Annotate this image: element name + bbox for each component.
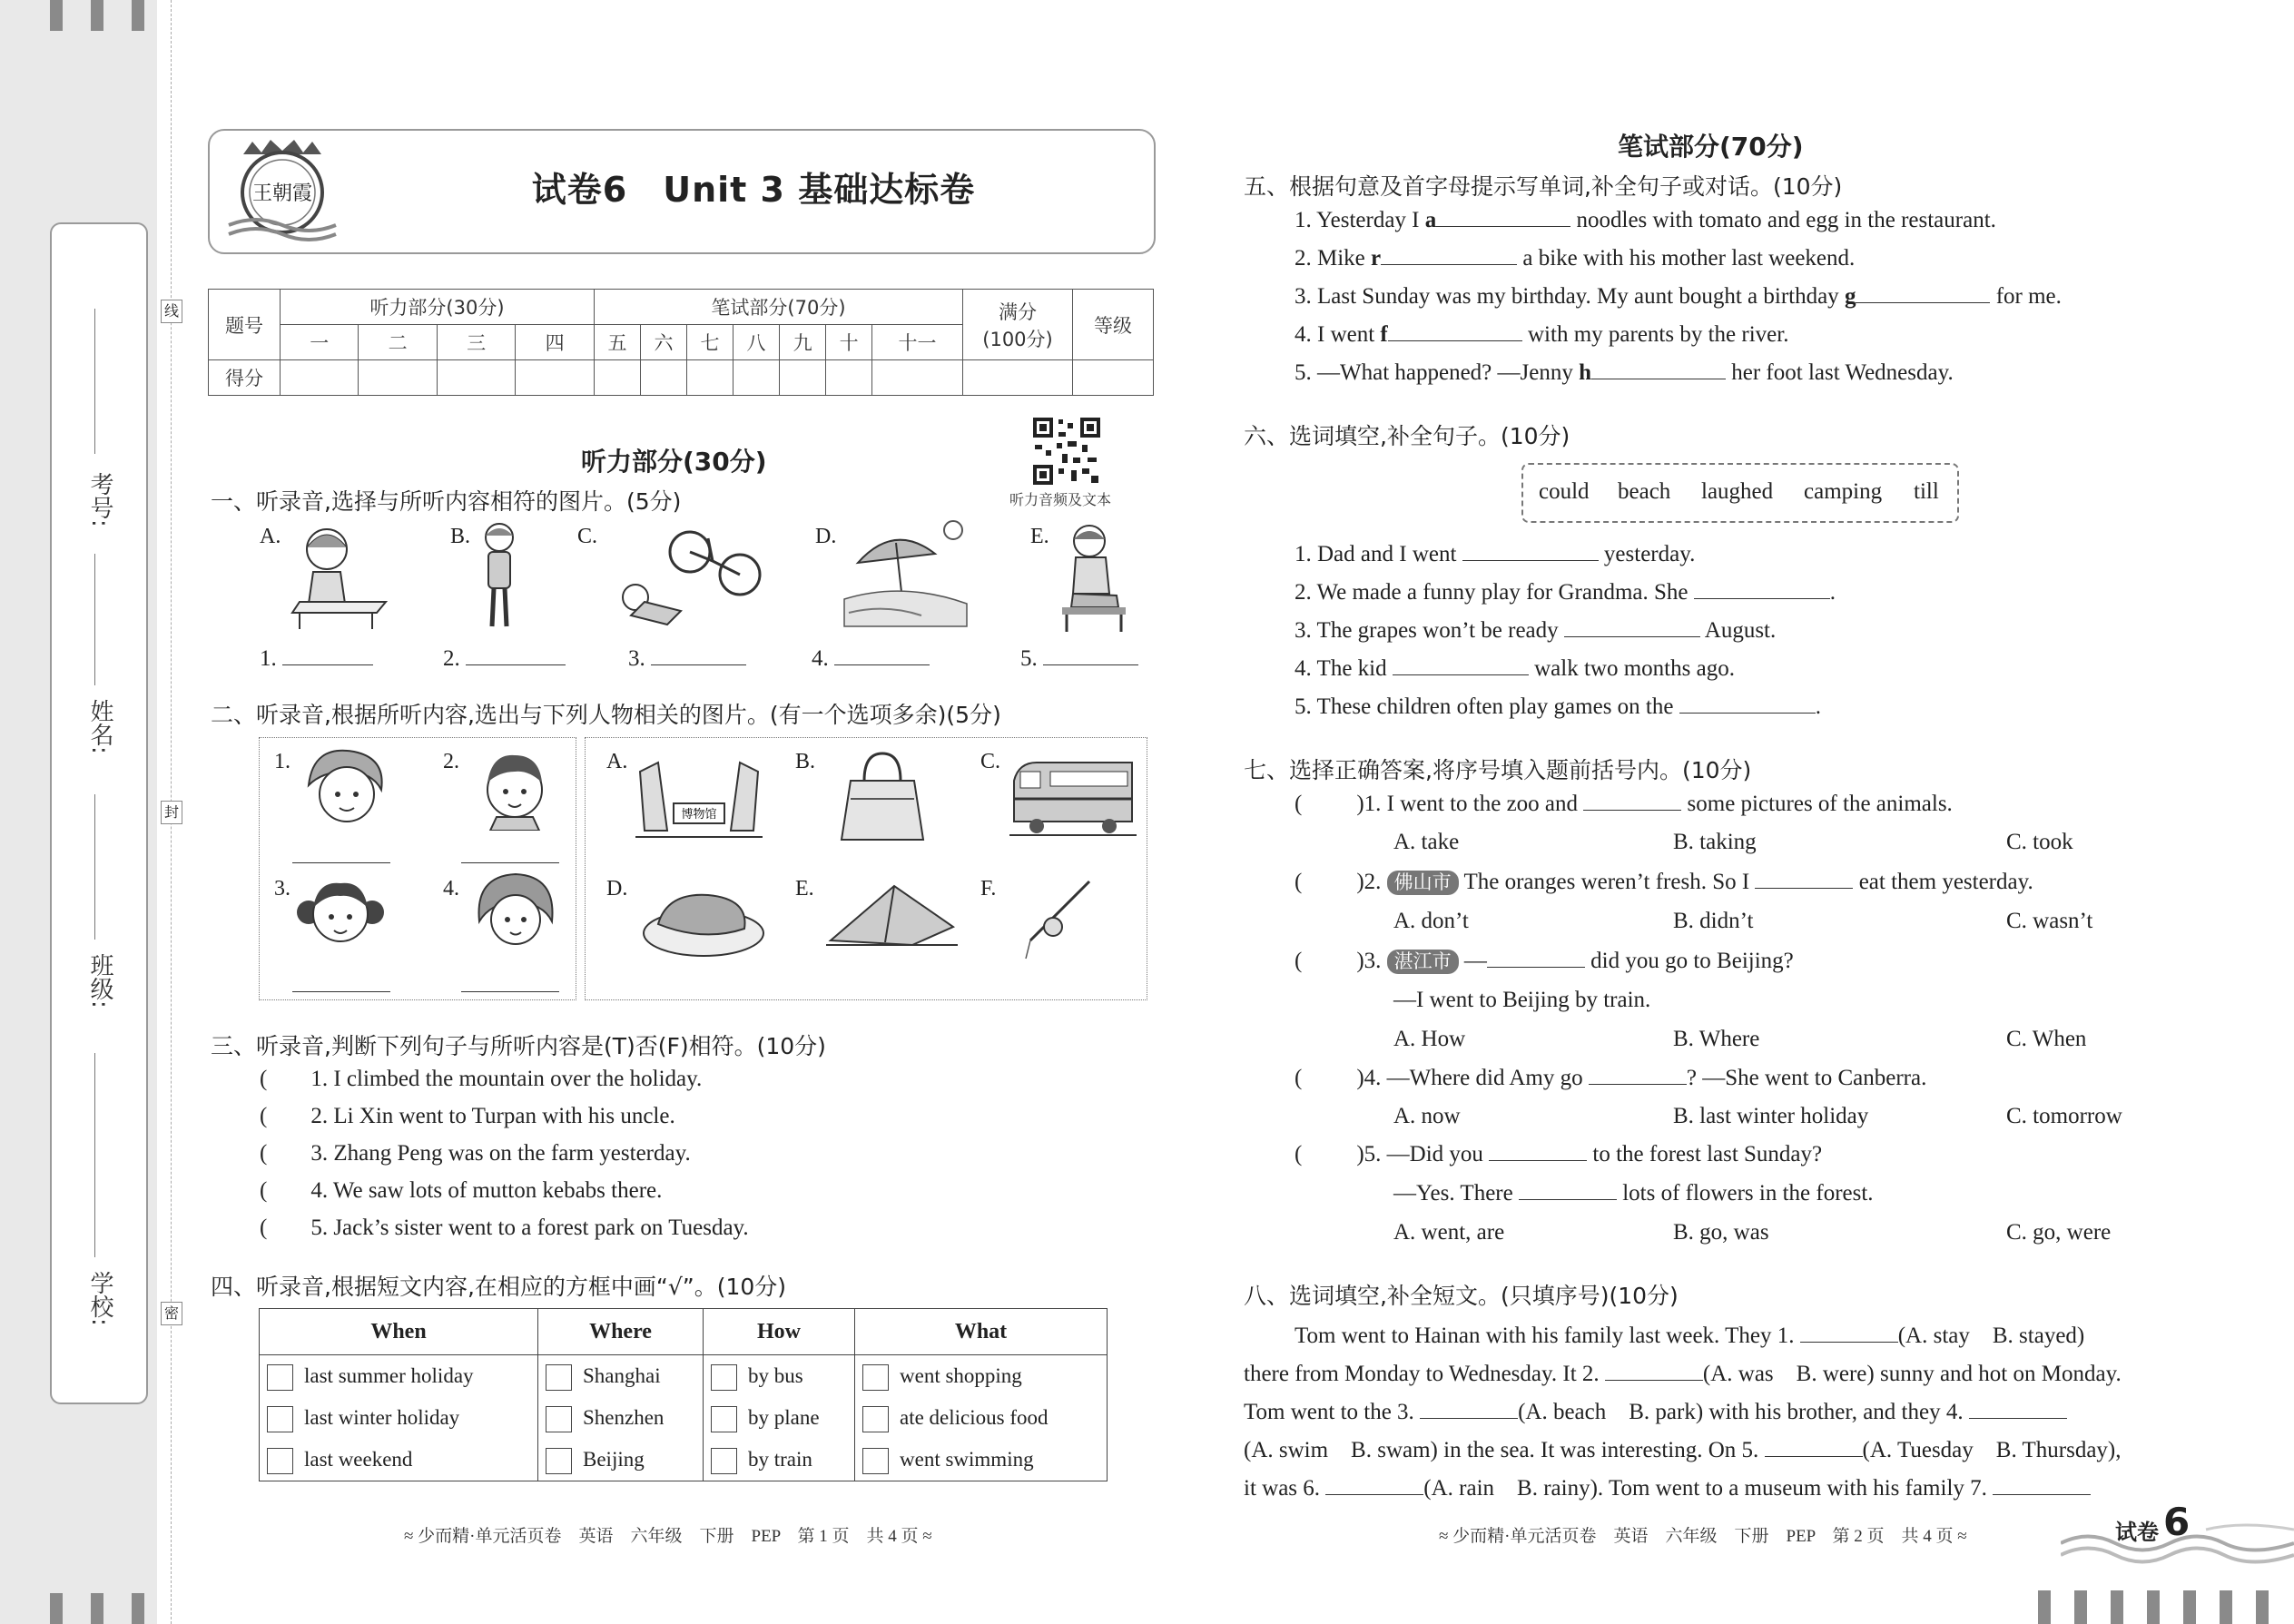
q3-title: 三、听录音,判断下列句子与所听内容是(T)否(F)相符。(10分) <box>211 1033 826 1059</box>
q2-option-label: D. <box>606 877 628 901</box>
binding-mark <box>50 0 63 31</box>
q1-answer: 3. <box>628 646 746 672</box>
q1-answer: 2. <box>443 646 566 672</box>
answer-blank[interactable] <box>1800 1324 1898 1343</box>
listening-section-title: 听力部分(30分) <box>581 447 767 477</box>
answer-blank[interactable] <box>1583 792 1681 811</box>
q8-line: it was 6. (A. rain B. rainy). Tom went to a museum with his family 7. <box>1244 1470 2091 1502</box>
q7-reply: —I went to Beijing by train. <box>1393 988 1651 1012</box>
q7-item: ( )2. 佛山市 The oranges weren’t fresh. So I eat them yesterday. <box>1295 870 2033 894</box>
col-what: What <box>855 1309 1108 1355</box>
score-cell[interactable] <box>872 360 963 396</box>
q7-option[interactable]: A. went, are <box>1393 1220 1505 1245</box>
score-cell[interactable] <box>733 360 780 396</box>
listening-head: 听力部分(30分) <box>281 290 595 325</box>
q1-option-label: E. <box>1030 525 1049 548</box>
q6-item: 4. The kid walk two months ago. <box>1295 656 1735 681</box>
q7-option[interactable]: A. take <box>1393 830 1460 854</box>
answer-blank[interactable] <box>1765 1438 1863 1457</box>
tent-image <box>822 877 962 950</box>
col-how: How <box>704 1309 855 1355</box>
girl-at-desk-image <box>281 522 395 631</box>
score-row-label: 得分 <box>209 360 281 396</box>
word-bank-word: could <box>1539 479 1590 504</box>
publisher-logo <box>225 136 340 243</box>
binding-mark <box>2111 1590 2123 1624</box>
checkbox[interactable] <box>546 1448 572 1474</box>
q5-item: 2. Mike r a bike with his mother last weekend. <box>1295 246 1856 271</box>
exam-title: 试卷6 Unit 3 基础达标卷 <box>531 170 976 210</box>
answer-blank[interactable] <box>292 844 390 863</box>
answer-blank[interactable] <box>1043 646 1138 665</box>
school-line[interactable] <box>94 1053 95 1257</box>
grade-head: 等级 <box>1073 290 1154 360</box>
answer-blank[interactable] <box>1564 618 1700 637</box>
q1-title: 一、听录音,选择与所听内容相符的图片。(5分) <box>211 488 682 515</box>
q7-option[interactable]: B. go, was <box>1673 1220 1769 1245</box>
q3-item: ( 1. I climbed the mountain over the holiday. <box>260 1067 703 1091</box>
q2-title: 二、听录音,根据所听内容,选出与下列人物相关的图片。(有一个选项多余)(5分) <box>211 702 1001 728</box>
binding-mark <box>2038 1590 2051 1624</box>
school-label: 学校: <box>86 1271 113 1326</box>
q7-option[interactable]: B. Where <box>1673 1027 1760 1051</box>
q3-item: ( 5. Jack’s sister went to a forest park on Tuesday. <box>260 1216 749 1240</box>
checkbox[interactable] <box>862 1406 889 1432</box>
train-image <box>1009 753 1137 840</box>
checkbox[interactable] <box>546 1406 572 1432</box>
binding-mark <box>91 0 103 31</box>
student-info-panel <box>50 222 148 1404</box>
q6-title: 六、选词填空,补全句子。(10分) <box>1244 423 1570 449</box>
answer-blank[interactable] <box>1856 284 1990 303</box>
answer-blank[interactable] <box>1969 1400 2067 1419</box>
checkbox[interactable] <box>711 1406 737 1432</box>
page-footer-left: ≈ 少而精·单元活页卷 英语 六年级 下册 PEP 第 1 页 共 4 页 ≈ <box>404 1527 932 1546</box>
question-number: 四 <box>516 325 595 360</box>
q3-item: ( 4. We saw lots of mutton kebabs there. <box>260 1178 663 1203</box>
museum-sign-text: 博物馆 <box>681 808 717 822</box>
q7-option[interactable]: C. tomorrow <box>2006 1104 2122 1128</box>
binding-mark <box>2220 1590 2232 1624</box>
question-number: 十一 <box>872 325 963 360</box>
q7-option[interactable]: B. taking <box>1673 830 1757 854</box>
question-number: 二 <box>359 325 437 360</box>
checkbox[interactable] <box>862 1364 889 1391</box>
q2-option-label: F. <box>980 877 997 901</box>
q7-reply: —Yes. There lots of flowers in the forest. <box>1393 1181 1874 1206</box>
boy-fell-off-bike-image <box>604 525 763 629</box>
q8-line: Tom went to Hainan with his family last week. They 1. (A. stay B. stayed) <box>1295 1324 2085 1348</box>
col-when: When <box>260 1309 538 1355</box>
answer-blank[interactable] <box>466 646 566 665</box>
answer-blank[interactable] <box>1420 1400 1518 1419</box>
question-number: 七 <box>686 325 733 360</box>
answer-blank[interactable] <box>1325 1476 1423 1495</box>
girl-face-image <box>300 744 390 831</box>
q4-table <box>259 1308 1108 1481</box>
q7-option[interactable]: B. didn’t <box>1673 909 1754 933</box>
score-cell[interactable] <box>359 360 437 396</box>
q8-line: (A. swim B. swam) in the sea. It was interesting. On 5. (A. Tuesday B. Thursday), <box>1244 1438 2122 1462</box>
col-where: Where <box>538 1309 704 1355</box>
q2-option-label: C. <box>980 750 1001 773</box>
q6-item: 2. We made a funny play for Grandma. She . <box>1295 580 1836 605</box>
score-cell[interactable] <box>594 360 640 396</box>
answer-blank[interactable] <box>1381 246 1517 265</box>
word-bank-word: beach <box>1618 479 1671 504</box>
name-line[interactable] <box>94 554 95 685</box>
answer-blank[interactable] <box>834 646 930 665</box>
q2-option-label: B. <box>795 750 816 773</box>
answer-blank[interactable] <box>1605 1362 1703 1381</box>
question-number: 三 <box>437 325 515 360</box>
girl-curly-face-image <box>470 867 561 958</box>
q7-option[interactable]: A. now <box>1393 1104 1461 1128</box>
q5-item: 3. Last Sunday was my birthday. My aunt bought a birthday g for me. <box>1295 284 2062 309</box>
q5-item: 4. I went f with my parents by the river. <box>1295 322 1789 347</box>
checkbox[interactable] <box>711 1448 737 1474</box>
q7-option[interactable]: B. last winter holiday <box>1673 1104 1869 1128</box>
q1-answer: 4. <box>812 646 930 672</box>
page-badge-label: 试卷 <box>2115 1520 2159 1545</box>
answer-blank[interactable] <box>651 646 746 665</box>
score-cell[interactable] <box>640 360 686 396</box>
name-label: 姓名: <box>86 699 113 754</box>
score-table <box>208 289 1154 396</box>
checkbox[interactable] <box>267 1406 293 1432</box>
boy-face-image <box>474 744 556 831</box>
question-number: 九 <box>780 325 826 360</box>
q2-option-label: E. <box>795 877 814 901</box>
q2-person-label: 2. <box>443 750 459 773</box>
q8-line: there from Monday to Wednesday. It 2. (A. was B. were) sunny and hot on Monday. <box>1244 1362 2122 1386</box>
q7-item: ( )5. —Did you to the forest last Sunday? <box>1295 1142 1823 1166</box>
checkbox[interactable] <box>267 1364 293 1391</box>
question-number: 五 <box>594 325 640 360</box>
score-cell[interactable] <box>686 360 733 396</box>
binding-mark <box>132 1593 144 1624</box>
answer-blank[interactable] <box>1694 580 1830 599</box>
checkbox[interactable] <box>862 1448 889 1474</box>
exam-number-line[interactable] <box>94 309 95 454</box>
question-number: 八 <box>733 325 780 360</box>
exam-number-label: 考号: <box>86 472 113 527</box>
answer-blank[interactable] <box>1679 694 1816 714</box>
q8-line: Tom went to the 3. (A. beach B. park) with his brother, and they 4. <box>1244 1393 2067 1426</box>
question-number: 十 <box>826 325 872 360</box>
score-cell[interactable] <box>281 360 359 396</box>
word-bank-word: till <box>1914 479 1939 504</box>
what-cell: went shopping ate delicious food went swimming <box>855 1355 1108 1481</box>
binding-mark <box>2256 1590 2269 1624</box>
answer-blank[interactable] <box>1755 870 1853 889</box>
answer-blank[interactable] <box>1993 1476 2091 1495</box>
binding-mark <box>2183 1590 2196 1624</box>
q7-item: ( )1. I went to the zoo and some pictures of the animals. <box>1295 792 1953 816</box>
q3-item: ( 3. Zhang Peng was on the farm yesterday. <box>260 1141 691 1166</box>
answer-blank[interactable] <box>461 844 559 863</box>
q7-item: ( )3. 湛江市 — did you go to Beijing? <box>1295 949 1794 973</box>
question-number: 六 <box>640 325 686 360</box>
q1-answer: 5. <box>1020 646 1138 672</box>
where-cell: Shanghai Shenzhen Beijing <box>538 1355 704 1481</box>
q7-option[interactable]: C. When <box>2006 1027 2087 1051</box>
class-label: 班级: <box>86 953 113 1009</box>
written-head: 笔试部分(70分) <box>594 290 962 325</box>
q5-item: 1. Yesterday I a noodles with tomato and egg in the restaurant. <box>1295 208 1996 232</box>
q6-item: 3. The grapes won’t be ready August. <box>1295 618 1777 643</box>
score-cell[interactable] <box>780 360 826 396</box>
checkbox[interactable] <box>267 1448 293 1474</box>
score-cell[interactable] <box>1073 360 1154 396</box>
q6-item: 5. These children often play games on the . <box>1295 694 1821 719</box>
girl-pigtails-face-image <box>295 867 386 958</box>
q7-option[interactable]: A. How <box>1393 1027 1466 1051</box>
answer-blank[interactable] <box>282 646 373 665</box>
q2-person-label: 1. <box>274 750 290 773</box>
q3-item: ( 2. Li Xin went to Turpan with his uncle. <box>260 1104 675 1128</box>
seal-mark: 密 <box>161 1302 182 1325</box>
when-cell: last summer holiday last winter holiday last weekend <box>260 1355 538 1481</box>
answer-blank[interactable] <box>1489 1142 1587 1161</box>
answer-blank[interactable] <box>1589 1066 1687 1085</box>
score-cell[interactable] <box>516 360 595 396</box>
seal-mark: 线 <box>161 300 182 323</box>
page-footer-right: ≈ 少而精·单元活页卷 英语 六年级 下册 PEP 第 2 页 共 4 页 ≈ <box>1439 1527 1967 1546</box>
boy-hurt-foot-image <box>1053 521 1135 635</box>
roast-duck-image <box>640 879 767 960</box>
q2-person-label: 4. <box>443 877 459 901</box>
binding-mark <box>2147 1590 2160 1624</box>
binding-mark <box>132 0 144 31</box>
how-cell: by bus by plane by train <box>704 1355 855 1481</box>
museum-image <box>635 753 763 844</box>
class-line[interactable] <box>94 794 95 940</box>
score-cell[interactable] <box>826 360 872 396</box>
answer-blank[interactable] <box>461 973 559 992</box>
binding-mark <box>91 1593 103 1624</box>
q7-option[interactable]: C. wasn’t <box>2006 909 2093 933</box>
q6-item: 1. Dad and I went yesterday. <box>1295 542 1696 566</box>
q4-title: 四、听录音,根据短文内容,在相应的方框中画“√”。(10分) <box>211 1274 787 1300</box>
q5-item: 5. —What happened? —Jenny h her foot last Wednesday. <box>1295 360 1954 385</box>
score-cell[interactable] <box>963 360 1073 396</box>
city-tag: 佛山市 <box>1387 871 1459 895</box>
q1-option-label: D. <box>815 525 837 548</box>
q1-option-label: B. <box>450 525 471 548</box>
q7-option[interactable]: C. took <box>2006 830 2073 854</box>
qr-code-icon[interactable] <box>1031 416 1102 487</box>
q2-person-label: 3. <box>274 877 290 901</box>
answer-blank[interactable] <box>292 973 390 992</box>
handbag-image <box>837 749 928 847</box>
row-label: 题号 <box>209 290 281 360</box>
answer-blank[interactable] <box>1591 360 1726 379</box>
city-tag: 湛江市 <box>1387 950 1459 974</box>
answer-blank[interactable] <box>1487 949 1585 968</box>
answer-blank[interactable] <box>1393 656 1529 675</box>
binding-mark <box>50 1593 63 1624</box>
seal-mark: 封 <box>161 801 182 824</box>
answer-blank[interactable] <box>1462 542 1599 561</box>
q7-option[interactable]: C. go, were <box>2006 1220 2112 1245</box>
q1-option-label: A. <box>260 525 281 548</box>
beach-umbrella-image <box>840 517 971 631</box>
written-section-title: 笔试部分(70分) <box>1618 132 1804 162</box>
q2-option-label: A. <box>606 750 628 773</box>
word-bank-word: camping <box>1804 479 1883 504</box>
q1-option-label: C. <box>577 525 598 548</box>
q7-option[interactable]: A. don’t <box>1393 909 1469 933</box>
answer-blank[interactable] <box>1519 1181 1617 1200</box>
checkbox[interactable] <box>711 1364 737 1391</box>
answer-blank[interactable] <box>1436 208 1570 227</box>
score-cell[interactable] <box>437 360 515 396</box>
fishing-rod-image <box>1017 877 1094 963</box>
binding-mark <box>2074 1590 2087 1624</box>
q8-title: 八、选词填空,补全短文。(只填序号)(10分) <box>1244 1283 1679 1309</box>
q1-answer: 1. <box>260 646 373 672</box>
question-number: 一 <box>281 325 359 360</box>
word-bank-word: laughed <box>1701 479 1774 504</box>
checkbox[interactable] <box>546 1364 572 1391</box>
page-badge-number: 6 <box>2163 1500 2191 1544</box>
q5-title: 五、根据句意及首字母提示写单词,补全句子或对话。(10分) <box>1244 173 1843 200</box>
boy-standing-image <box>472 519 527 633</box>
qr-caption: 听力音频及文本 <box>1009 491 1112 508</box>
total-head: 满分 (100分) <box>963 290 1073 360</box>
q7-title: 七、选择正确答案,将序号填入题前括号内。(10分) <box>1244 757 1752 783</box>
answer-blank[interactable] <box>1388 322 1522 341</box>
q7-item: ( )4. —Where did Amy go ? —She went to Canberra. <box>1295 1066 1927 1090</box>
logo-text: 王朝霞 <box>251 182 313 205</box>
